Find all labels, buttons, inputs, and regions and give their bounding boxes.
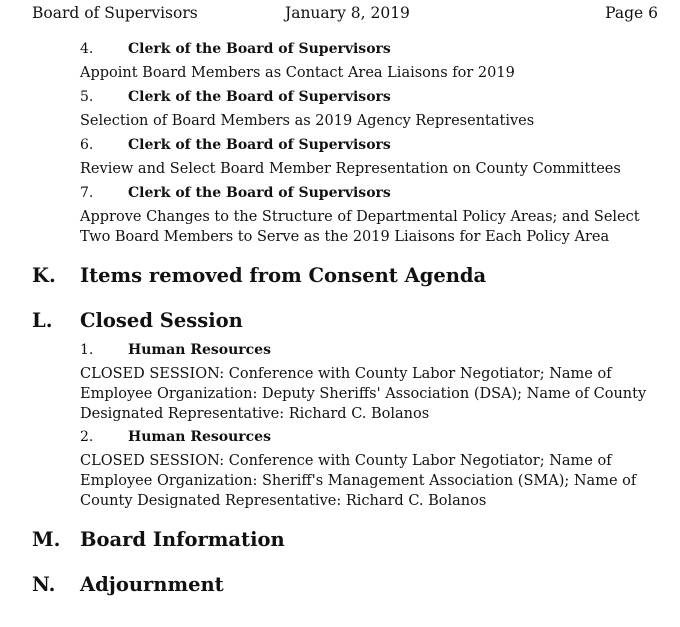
header-board-name: Board of Supervisors: [32, 4, 198, 22]
section-letter: K.: [32, 264, 56, 287]
section-title: Board Information: [80, 528, 285, 551]
section-title: Items removed from Consent Agenda: [80, 264, 487, 287]
item-title: Human Resources: [128, 342, 271, 358]
agenda-item-heading: [80, 135, 391, 155]
item-title: Clerk of the Board of Supervisors: [128, 41, 391, 57]
item-title: Human Resources: [128, 429, 271, 445]
section-letter: M.: [32, 528, 61, 551]
agenda-item-heading: [80, 39, 391, 59]
agenda-item-description: CLOSED SESSION: Conference with County Labor Negotiator; Name of Employee Organization: Sheriff's Management Association (SMA); Name of County Designated Representative: Richard C. Bolanos: [80, 453, 637, 509]
section-heading-l: [32, 308, 243, 334]
item-number: 5.: [80, 89, 94, 105]
agenda-item-heading: [80, 183, 391, 203]
section-heading-k: [32, 263, 486, 289]
agenda-item-description: Approve Changes to the Structure of Departmental Policy Areas; and Select Two Board Members to Serve as the 2019 Liaisons for Each Policy Area: [80, 209, 640, 245]
header-date: January 8, 2019: [285, 4, 410, 22]
page-header: [32, 4, 658, 24]
item-number: 2.: [80, 429, 94, 445]
item-title: Clerk of the Board of Supervisors: [128, 89, 391, 105]
item-number: 7.: [80, 185, 94, 201]
agenda-item-heading: [80, 340, 271, 360]
section-heading-m: [32, 527, 285, 553]
agenda-item-heading: [80, 427, 271, 447]
section-heading-n: [32, 572, 224, 598]
item-number: 6.: [80, 137, 94, 153]
item-number: 4.: [80, 41, 94, 57]
agenda-item-heading: [80, 87, 391, 107]
header-page-number: Page 6: [605, 4, 658, 22]
item-title: Clerk of the Board of Supervisors: [128, 185, 391, 201]
agenda-item-description: Review and Select Board Member Representation on County Committees: [80, 161, 621, 177]
agenda-item-description: Appoint Board Members as Contact Area Liaisons for 2019: [80, 65, 515, 81]
section-letter: L.: [32, 309, 53, 332]
section-title: Adjournment: [80, 573, 224, 596]
section-letter: N.: [32, 573, 56, 596]
agenda-item-description: CLOSED SESSION: Conference with County Labor Negotiator; Name of Employee Organization: Deputy Sheriffs' Association (DSA); Name of County Designated Representative: Richard C. Bolanos: [80, 366, 647, 422]
item-title: Clerk of the Board of Supervisors: [128, 137, 391, 153]
item-number: 1.: [80, 342, 94, 358]
agenda-item-description: Selection of Board Members as 2019 Agency Representatives: [80, 113, 535, 129]
section-title: Closed Session: [80, 309, 243, 332]
